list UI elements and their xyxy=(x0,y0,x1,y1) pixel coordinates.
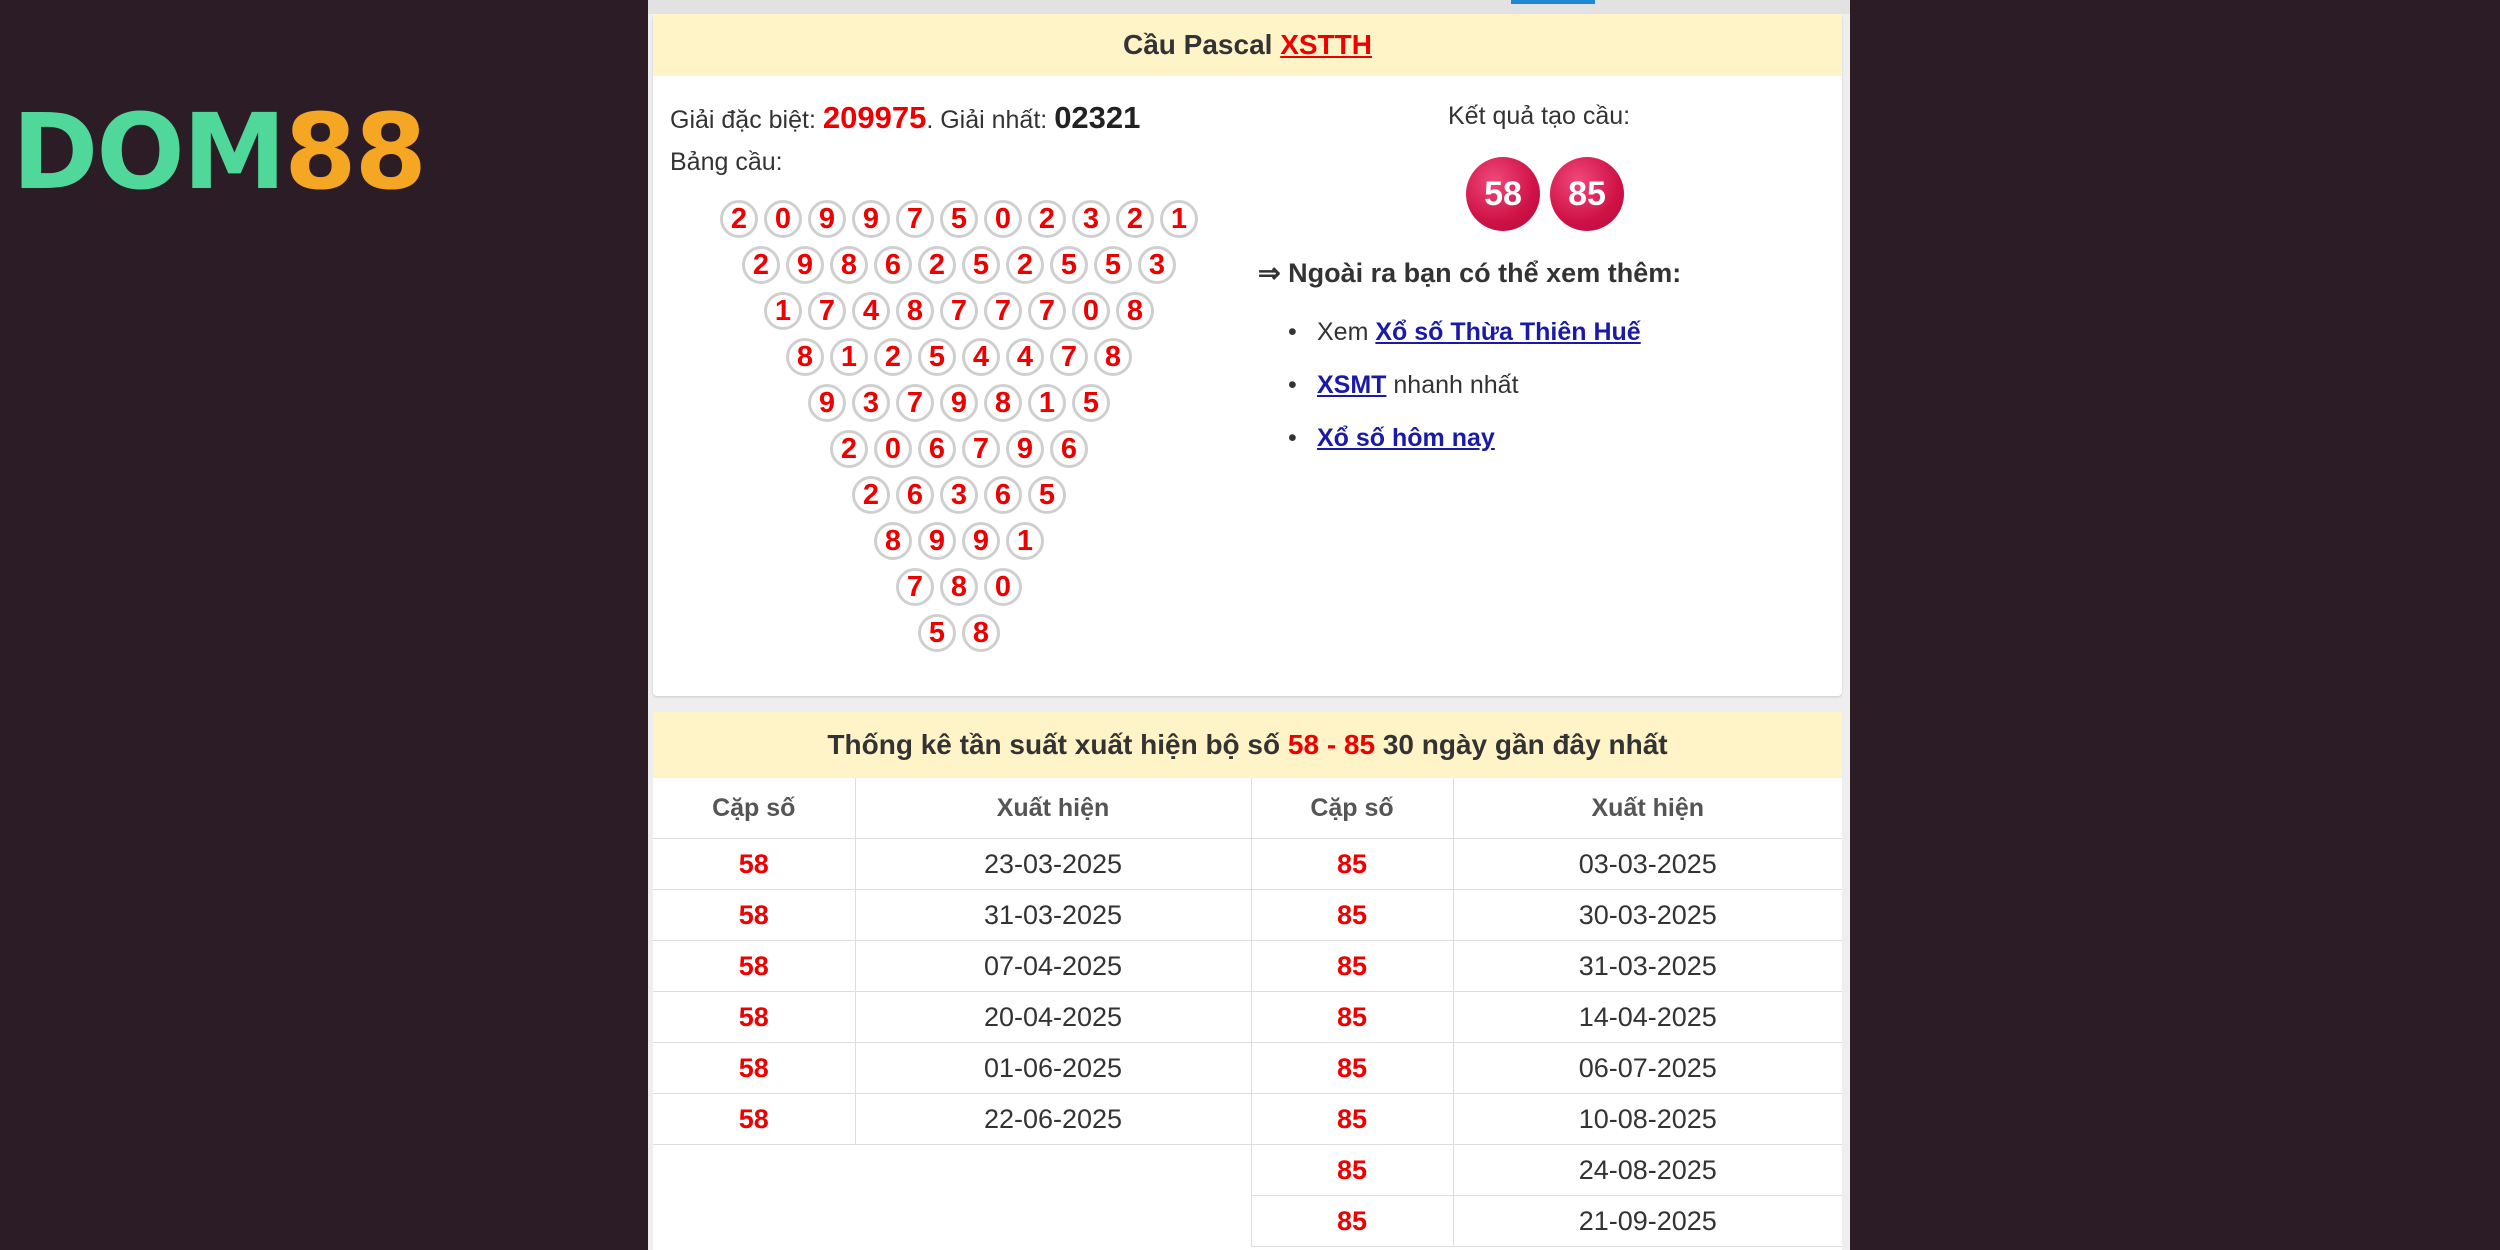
pyramid-ball: 4 xyxy=(852,292,890,330)
pyramid-ball: 5 xyxy=(962,246,1000,284)
empty-cell xyxy=(653,1196,1251,1247)
table-row xyxy=(653,1145,1842,1196)
pyramid-ball: 9 xyxy=(808,384,846,422)
pyramid-ball: 8 xyxy=(1094,338,1132,376)
pyramid-ball: 5 xyxy=(1050,246,1088,284)
stats-header xyxy=(653,712,1842,778)
pyramid-ball: 2 xyxy=(918,246,956,284)
pyramid-ball: 7 xyxy=(1028,292,1066,330)
pyramid-ball: 0 xyxy=(984,568,1022,606)
stats-card xyxy=(653,712,1842,1250)
pyramid-ball: 2 xyxy=(1006,246,1044,284)
pair-cell: 85 xyxy=(1251,992,1453,1043)
stats-title-suffix: 30 ngày gần đây nhất xyxy=(1382,729,1668,760)
pascal-title: Cầu Pascal xyxy=(1123,29,1273,60)
more-title: ⇒ Ngoài ra bạn có thể xem thêm: xyxy=(1258,258,1682,288)
table-row xyxy=(653,1196,1842,1247)
result-label: Kết quả tạo cầu: xyxy=(1448,102,1631,130)
pyramid-ball: 2 xyxy=(830,430,868,468)
pyramid-ball: 7 xyxy=(962,430,1000,468)
empty-cell xyxy=(653,1145,1251,1196)
pyramid-ball: 3 xyxy=(1138,246,1176,284)
dac-biet-value: 209975 xyxy=(822,100,927,135)
date-cell: 30-03-2025 xyxy=(1453,890,1842,941)
pair-cell: 85 xyxy=(1251,1145,1453,1196)
pyramid-ball: 0 xyxy=(984,200,1022,238)
pyramid-ball: 7 xyxy=(896,568,934,606)
pyramid-ball: 1 xyxy=(830,338,868,376)
link-xsmt[interactable]: XSMT xyxy=(1317,371,1387,399)
table-row xyxy=(653,1043,1842,1094)
pyramid-ball: 5 xyxy=(940,200,978,238)
pyramid-ball: 0 xyxy=(874,430,912,468)
date-cell: 24-08-2025 xyxy=(1453,1145,1842,1196)
pyramid-ball: 2 xyxy=(742,246,780,284)
pyramid-ball: 5 xyxy=(1028,476,1066,514)
pyramid-ball: 8 xyxy=(940,568,978,606)
pyramid-ball: 3 xyxy=(1072,200,1110,238)
prize-line xyxy=(670,100,1140,136)
pyramid-ball: 2 xyxy=(1116,200,1154,238)
date-cell: 20-04-2025 xyxy=(855,992,1251,1043)
date-cell: 06-07-2025 xyxy=(1453,1043,1842,1094)
pair-cell: 85 xyxy=(1251,839,1453,890)
dom88-logo[interactable] xyxy=(12,91,425,213)
col-header-appear-right: Xuất hiện xyxy=(1453,778,1842,839)
pyramid-ball: 3 xyxy=(940,476,978,514)
pyramid-ball: 0 xyxy=(1072,292,1110,330)
pyramid-ball: 3 xyxy=(852,384,890,422)
pyramid-ball: 7 xyxy=(940,292,978,330)
pyramid-ball: 5 xyxy=(918,338,956,376)
table-header-row xyxy=(653,778,1842,839)
pyramid-ball: 2 xyxy=(874,338,912,376)
top-strip xyxy=(648,0,1850,14)
date-cell: 03-03-2025 xyxy=(1453,839,1842,890)
pair-cell: 58 xyxy=(653,1094,855,1145)
list-item xyxy=(1271,370,1641,423)
pyramid-ball: 1 xyxy=(1160,200,1198,238)
pyramid-ball: 8 xyxy=(896,292,934,330)
date-cell: 31-03-2025 xyxy=(855,890,1251,941)
dac-biet-label: Giải đặc biệt: xyxy=(670,106,816,134)
table-row xyxy=(653,839,1842,890)
pascal-card xyxy=(653,14,1842,696)
pyramid-ball: 5 xyxy=(1094,246,1132,284)
col-header-appear-left: Xuất hiện xyxy=(855,778,1251,839)
pyramid-ball: 8 xyxy=(786,338,824,376)
pyramid-ball: 9 xyxy=(940,384,978,422)
pyramid-ball: 5 xyxy=(1072,384,1110,422)
pair-cell: 85 xyxy=(1251,1094,1453,1145)
date-cell: 23-03-2025 xyxy=(855,839,1251,890)
date-cell: 14-04-2025 xyxy=(1453,992,1842,1043)
date-cell: 10-08-2025 xyxy=(1453,1094,1842,1145)
active-tab-indicator xyxy=(1511,0,1595,4)
table-row xyxy=(653,1094,1842,1145)
link-xo-so-hom-nay[interactable]: Xổ số hôm nay xyxy=(1317,424,1495,452)
pascal-card-header xyxy=(653,14,1842,76)
pyramid-ball: 6 xyxy=(1050,430,1088,468)
date-cell: 01-06-2025 xyxy=(855,1043,1251,1094)
col-header-pair-left: Cặp số xyxy=(653,778,855,839)
pair-cell: 58 xyxy=(653,890,855,941)
date-cell: 07-04-2025 xyxy=(855,941,1251,992)
pyramid-ball: 2 xyxy=(852,476,890,514)
pair-cell: 85 xyxy=(1251,1043,1453,1094)
pyramid-ball: 4 xyxy=(1006,338,1044,376)
pyramid-ball: 1 xyxy=(1028,384,1066,422)
bang-cau-label: Bảng cầu: xyxy=(670,148,783,176)
pyramid-ball: 8 xyxy=(874,522,912,560)
logo-text-88: 88 xyxy=(284,91,425,213)
pyramid-ball: 0 xyxy=(764,200,802,238)
pyramid-ball: 4 xyxy=(962,338,1000,376)
pair-cell: 85 xyxy=(1251,941,1453,992)
pair-cell: 58 xyxy=(653,839,855,890)
result-ball-1: 58 xyxy=(1466,157,1540,231)
pyramid-ball: 6 xyxy=(918,430,956,468)
pyramid-ball: 7 xyxy=(984,292,1022,330)
pyramid-ball: 6 xyxy=(874,246,912,284)
table-row xyxy=(653,890,1842,941)
pyramid-ball: 9 xyxy=(962,522,1000,560)
date-cell: 22-06-2025 xyxy=(855,1094,1251,1145)
link-suffix: nhanh nhất xyxy=(1386,371,1519,399)
content-column xyxy=(648,0,1850,1250)
more-links-list xyxy=(1271,317,1641,476)
date-cell: 31-03-2025 xyxy=(1453,941,1842,992)
nhat-value: 02321 xyxy=(1054,100,1141,135)
pyramid-ball: 9 xyxy=(1006,430,1044,468)
pyramid-ball: 9 xyxy=(918,522,956,560)
pair-cell: 85 xyxy=(1251,890,1453,941)
pair-cell: 58 xyxy=(653,941,855,992)
pyramid-ball: 9 xyxy=(808,200,846,238)
stats-title-pair: 58 - 85 xyxy=(1287,729,1376,760)
col-header-pair-right: Cặp số xyxy=(1251,778,1453,839)
pyramid-ball: 6 xyxy=(896,476,934,514)
link-xo-so-thua-thien-hue[interactable]: Xổ số Thừa Thiên Huế xyxy=(1375,318,1641,346)
pyramid-ball: 7 xyxy=(808,292,846,330)
stats-table-body xyxy=(653,839,1842,1247)
result-ball-2: 85 xyxy=(1550,157,1624,231)
date-cell: 21-09-2025 xyxy=(1453,1196,1842,1247)
pair-cell: 58 xyxy=(653,1043,855,1094)
stats-table xyxy=(653,778,1842,1247)
pyramid-ball: 1 xyxy=(1006,522,1044,560)
link-prefix: Xem xyxy=(1317,318,1376,346)
pyramid-ball: 6 xyxy=(984,476,1022,514)
pyramid-ball: 2 xyxy=(1028,200,1066,238)
stats-title-prefix: Thống kê tần suất xuất hiện bộ số xyxy=(827,729,1281,760)
pair-cell: 58 xyxy=(653,992,855,1043)
pyramid-ball: 9 xyxy=(852,200,890,238)
pyramid-ball: 7 xyxy=(896,200,934,238)
pyramid-ball: 8 xyxy=(1116,292,1154,330)
pyramid-ball: 8 xyxy=(830,246,868,284)
logo-text-dom: DOM xyxy=(12,91,285,213)
list-item xyxy=(1271,317,1641,370)
pyramid-ball: 1 xyxy=(764,292,802,330)
pyramid-ball: 9 xyxy=(786,246,824,284)
pyramid-ball: 7 xyxy=(896,384,934,422)
pyramid-ball: 2 xyxy=(720,200,758,238)
pyramid-ball: 8 xyxy=(962,614,1000,652)
xstth-link[interactable]: XSTTH xyxy=(1280,29,1372,60)
pyramid-ball: 5 xyxy=(918,614,956,652)
pyramid-ball: 8 xyxy=(984,384,1022,422)
pair-cell: 85 xyxy=(1251,1196,1453,1247)
pyramid-ball: 7 xyxy=(1050,338,1088,376)
list-item xyxy=(1271,423,1641,476)
nhat-label: . Giải nhất: xyxy=(926,106,1048,134)
table-row xyxy=(653,992,1842,1043)
table-row xyxy=(653,941,1842,992)
